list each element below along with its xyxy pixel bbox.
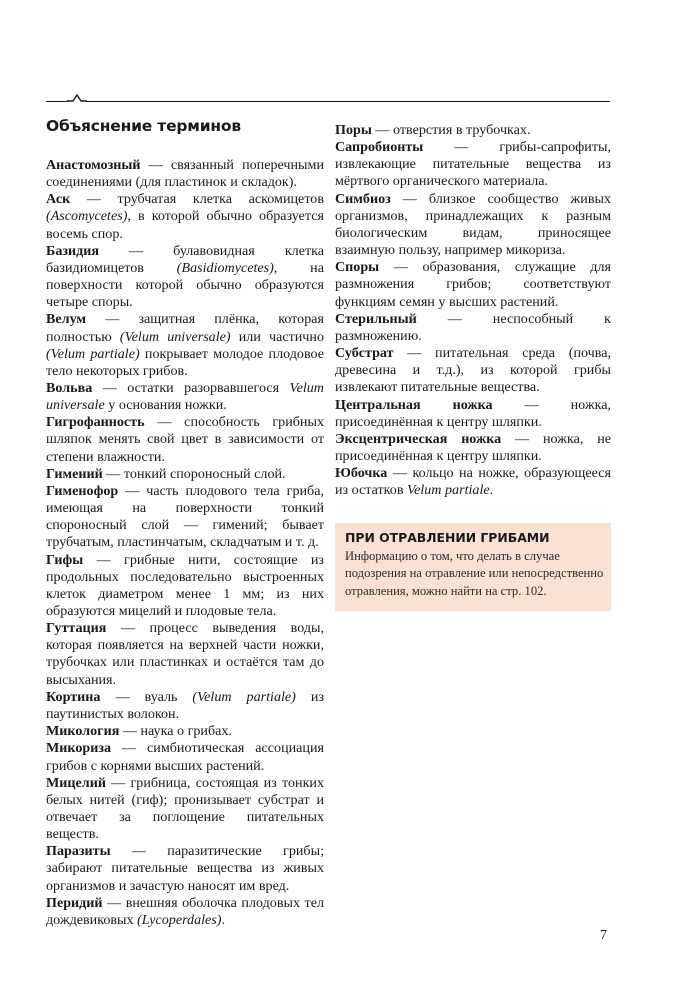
glossary-definition: — грибница, состоящая из тонких белых нитей (гиф); пронизывает субстрат и отвечает за поглощение питательных веществ. — [46, 774, 324, 843]
glossary-term: Мицелий — [46, 774, 106, 791]
glossary-term: Споры — [335, 259, 380, 276]
header-rule-right — [86, 101, 610, 102]
glossary-term: Гуттация — [46, 620, 107, 637]
glossary-term: Кортина — [46, 688, 101, 705]
glossary-entry — [335, 431, 611, 465]
latin-name: Velum universale — [46, 379, 324, 414]
poisoning-info-title: ПРИ ОТРАВЛЕНИИ ГРИБАМИ — [345, 530, 550, 545]
glossary-definition: — симбиотическая ассоциация грибов с корнями высших растений. — [46, 740, 324, 774]
glossary-entry — [46, 191, 324, 242]
glossary-definition: . — [221, 911, 226, 928]
glossary-entry — [46, 843, 324, 894]
glossary-term: Юбочка — [335, 465, 388, 482]
glossary-term: Аск — [46, 191, 71, 208]
glossary-entry — [335, 259, 611, 310]
glossary-term: Стерильный — [335, 310, 417, 327]
glossary-definition: — способность грибных шляпок менять свой цвет в зависимости от степени влажности. — [46, 414, 324, 465]
glossary-definition: — защитная плёнка, которая полностью — [46, 311, 324, 345]
glossary-entry — [335, 311, 611, 345]
glossary-definition: — булавовидная клетка базидиомицетов — [46, 242, 324, 276]
glossary-entry — [46, 157, 324, 191]
glossary-definition: — тонкий спороносный слой. — [102, 465, 286, 482]
glossary-definition: — остатки разорвавшегося — [92, 379, 290, 396]
glossary-entry — [46, 620, 324, 688]
glossary-term: Микориза — [46, 740, 112, 757]
glossary-definition: . — [489, 482, 494, 499]
glossary-term: Паразиты — [46, 843, 111, 860]
glossary-entry — [335, 397, 611, 431]
glossary-definition: — неспособный к размножению. — [335, 310, 611, 344]
glossary-definition: — питательная среда (почва, древесина и т.д.), из которой грибы извлекают питательные вещества. — [335, 345, 611, 396]
glossary-term: Гименофор — [46, 483, 119, 500]
latin-name: (Basidiomycetes) — [176, 259, 274, 276]
glossary-definition: — ножка, не присоединённая к центру шляпки. — [335, 431, 611, 465]
glossary-definition: — образования, служащие для размножения грибов; соответствуют функциям семян у высших растений. — [335, 259, 611, 310]
glossary-definition: — процесс выведения воды, которая появляется на верхней части ножки, трубочках или пластинках и остаётся там до высыхания. — [46, 620, 324, 688]
glossary-definition: — кольцо на ножке, образующееся из остатков — [335, 465, 611, 499]
glossary-term: Вольва — [46, 379, 93, 396]
glossary-definition: , на поверхности которой обычно образуются четыре споры. — [46, 259, 324, 311]
glossary-definition: — связанный поперечными соединениями (для пластинок и складок). — [46, 157, 324, 191]
glossary-term: Симбиоз — [335, 190, 391, 207]
latin-name: (Lycoperdales) — [137, 911, 222, 928]
poisoning-info-text: Информацию о том, что делать в случае подозрения на отравление или непосредственно отравления, можно найти на стр. 102. — [345, 549, 604, 598]
glossary-definition: из паутинистых волокон. — [46, 688, 325, 722]
glossary-term: Микология — [46, 723, 120, 740]
glossary-entry — [46, 466, 324, 483]
header-rule-left — [46, 101, 68, 102]
page-title: Объяснение терминов — [46, 117, 241, 135]
glossary-term: Поры — [335, 122, 372, 138]
glossary-entry — [46, 380, 324, 414]
glossary-entry — [335, 345, 611, 396]
glossary-term: Базидия — [46, 242, 100, 259]
glossary-entry — [46, 414, 324, 465]
glossary-definition: — отверстия в трубочках. — [371, 122, 531, 138]
glossary-definition: — внешняя оболочка плодовых тел дождевиковых — [46, 894, 324, 928]
glossary-entry — [46, 483, 324, 551]
glossary-entry — [46, 689, 324, 723]
glossary-term: Центральная ножка — [335, 396, 493, 413]
glossary-term: Сапробионты — [335, 139, 424, 156]
glossary-term: Гифы — [46, 551, 84, 568]
glossary-entry — [46, 740, 324, 774]
glossary-entry — [335, 191, 611, 259]
page-number: 7 — [600, 928, 607, 943]
latin-name: (Ascomycetes) — [46, 208, 128, 225]
glossary-entry — [46, 723, 324, 740]
glossary-term: Велум — [46, 311, 87, 328]
glossary-entry — [335, 122, 611, 139]
glossary-definition: или частично — [230, 328, 324, 345]
glossary-definition: — часть плодового тела гриба, имеющая на поверхности тонкий спороносный слой — гимений; бывает трубчатым, пластинчатым, складчатым и т. д. — [46, 483, 324, 551]
glossary-entry — [46, 311, 324, 379]
glossary-entry — [46, 775, 324, 843]
latin-name: Velum partiale — [407, 482, 490, 499]
glossary-entry — [335, 465, 611, 499]
glossary-column-right — [335, 122, 611, 500]
glossary-definition: покрывает молодое плодовое тело некоторых грибов. — [46, 345, 325, 379]
glossary-term: Гимений — [46, 465, 103, 482]
glossary-definition: — ножка, присоединённая к центру шляпки. — [335, 396, 611, 430]
glossary-definition: — вуаль — [100, 688, 193, 705]
glossary-column-left — [46, 157, 324, 929]
glossary-definition: — грибные нити, состоящие из продольных последовательно выстроенных клеток диаметром менее 1 мм; из них образуются мицелий и плодовые тела. — [46, 551, 324, 619]
header-rule-notch — [67, 93, 87, 103]
glossary-term: Анастомозный — [46, 157, 141, 173]
latin-name: (Velum partiale) — [192, 688, 296, 705]
glossary-entry — [46, 895, 324, 929]
glossary-definition: у основания ножки. — [104, 397, 227, 414]
glossary-entry — [46, 243, 324, 311]
glossary-definition: , в которой обычно образуется восемь спор. — [46, 208, 324, 242]
glossary-definition: — паразитические грибы; забирают питательные вещества из живых организмов и зачастую наносят им вред. — [46, 843, 324, 894]
glossary-term: Субстрат — [335, 345, 394, 362]
latin-name: (Velum universale) — [119, 328, 231, 345]
glossary-term: Гигрофанность — [46, 414, 145, 431]
glossary-entry — [46, 552, 324, 620]
glossary-definition: — наука о грибах. — [119, 723, 232, 740]
glossary-definition: — близкое сообщество живых организмов, принадлежащих к разным биологическим видам, приносящее взаимную пользу, например микориза. — [335, 190, 611, 259]
glossary-term: Перидий — [46, 894, 103, 911]
glossary-definition: — трубчатая клетка аскомицетов — [70, 191, 324, 208]
glossary-entry — [335, 139, 611, 190]
glossary-definition: — грибы-сапрофиты, извлекающие питательные вещества из мёртвого органического материала. — [335, 139, 611, 190]
glossary-term: Эксцентрическая ножка — [335, 431, 502, 447]
latin-name: (Velum partiale) — [46, 345, 140, 362]
